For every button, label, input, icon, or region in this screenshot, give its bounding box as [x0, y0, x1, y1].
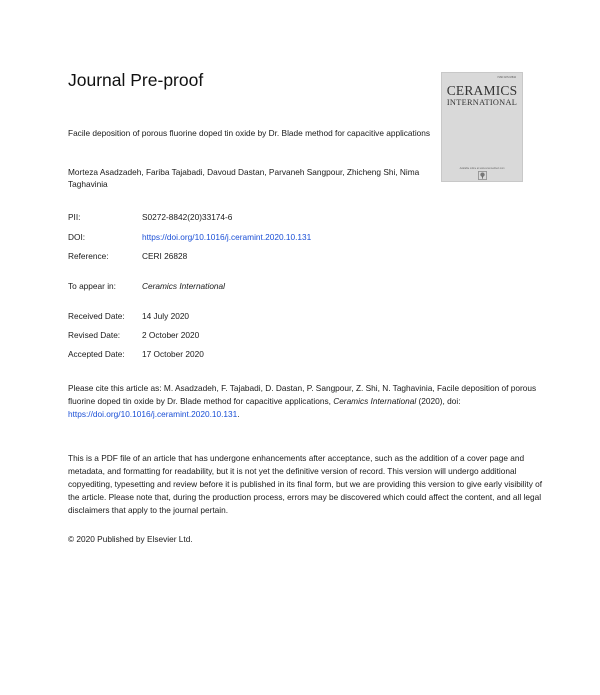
revised-date-label: Revised Date: — [68, 330, 121, 340]
pii-value: S0272-8842(20)33174-6 — [142, 212, 233, 222]
accepted-date-label: Accepted Date: — [68, 349, 125, 359]
accepted-date-value: 17 October 2020 — [142, 349, 204, 359]
cover-title-ceramics: CERAMICS — [446, 83, 518, 98]
journal-cover-image — [441, 72, 523, 182]
revised-date-value: 2 October 2020 — [142, 330, 200, 340]
reference-value: CERI 26828 — [142, 251, 188, 261]
citation-doi-link[interactable]: https://doi.org/10.1016/j.ceramint.2020.10.131 — [68, 409, 238, 419]
citation-text: Please cite this article as: M. Asadzadeh, F. Tajabadi, D. Dastan, P. Sangpour, Z. Shi, N. Taghavinia, Facile deposition of porous fluorine doped tin oxide by Dr. Blade method for capacitive applications, — [68, 383, 537, 406]
received-date-label: Received Date: — [68, 311, 125, 321]
journal-pre-proof-title: Journal Pre-proof — [68, 70, 204, 90]
citation-paragraph — [68, 382, 543, 421]
pre-proof-disclaimer: This is a PDF file of an article that has undergone enhancements after acceptance, such as the addition of a cover page and metadata, and formatting for readability, but it is not yet the definitive version of record. This version will undergo additional copyediting, typesetting and review before it is published in its final form, but we are providing this version to give early visibility of the article. Please note that, during the production process, errors may be discovered which could affect the content, and all legal disclaimers that apply to the journal pertain. — [68, 453, 543, 515]
copyright-notice: © 2020 Published by Elsevier Ltd. — [68, 534, 193, 544]
citation-year: (2020), doi: — [416, 396, 461, 406]
elsevier-tree-icon — [478, 171, 487, 180]
pii-label: PII: — [68, 212, 81, 222]
article-authors: Morteza Asadzadeh, Fariba Tajabadi, Davoud Dastan, Parvaneh Sangpour, Zhicheng Shi, Nima Taghavinia — [68, 167, 420, 189]
appear-in-value: Ceramics International — [142, 281, 226, 291]
citation-journal: Ceramics International — [333, 396, 417, 406]
doi-label: DOI: — [68, 232, 86, 242]
cover-issn: ISSN 0272-8842 — [497, 76, 516, 79]
article-title: Facile deposition of porous fluorine doped tin oxide by Dr. Blade method for capacitive applications — [68, 128, 431, 138]
cover-publisher-note: Available online at www.sciencedirect.com — [459, 167, 505, 170]
received-date-value: 14 July 2020 — [142, 311, 190, 321]
citation-end: . — [237, 409, 240, 419]
reference-label: Reference: — [68, 251, 109, 261]
cover-title-international: INTERNATIONAL — [446, 98, 518, 107]
doi-link[interactable]: https://doi.org/10.1016/j.ceramint.2020.10.131 — [142, 232, 312, 242]
appear-in-label: To appear in: — [68, 281, 116, 291]
